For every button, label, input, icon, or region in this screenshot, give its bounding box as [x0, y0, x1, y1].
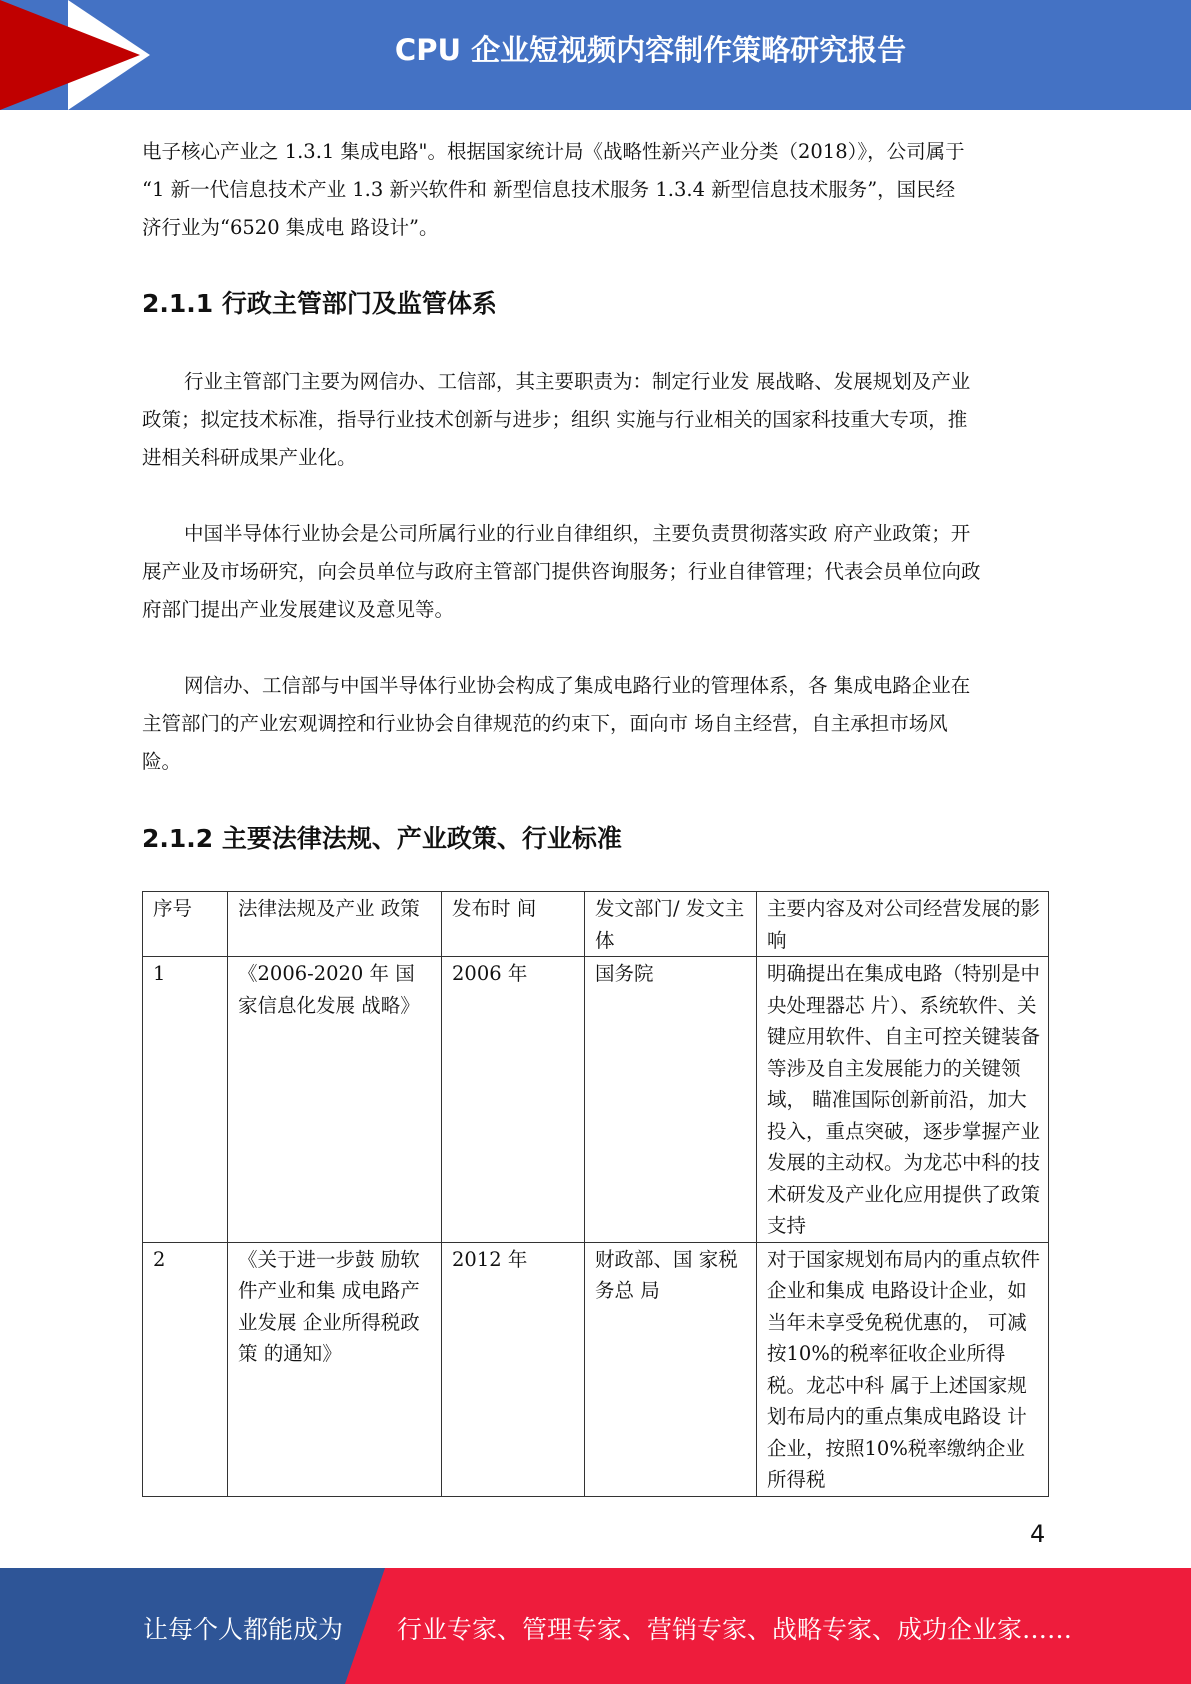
paragraph-line: 主管部门的产业宏观调控和行业协会自律规范的约束下，面向市 场自主经营，自主承担市场风 — [142, 712, 948, 735]
table-row — [143, 957, 1049, 1243]
paragraph-regulators — [142, 363, 1042, 477]
paragraph-line: 险。 — [142, 750, 182, 773]
table-cell: 1 — [143, 957, 228, 1243]
paragraph-line: 进相关科研成果产业化。 — [142, 446, 357, 469]
paragraph-line: 网信办、工信部与中国半导体行业协会构成了集成电路行业的管理体系，各 集成电路企业在 — [184, 674, 971, 697]
table-header-row — [143, 892, 1049, 957]
footer-slogan-right: 行业专家、管理专家、营销专家、战略专家、成功企业家…… — [397, 1615, 1073, 1644]
table-cell: 财政部、国 家税务总 局 — [585, 1242, 757, 1496]
paragraph-line: 政策；拟定技术标准，指导行业技术创新与进步；组织 实施与行业相关的国家科技重大专项，推 — [142, 408, 968, 431]
page-number: 4 — [1030, 1520, 1046, 1548]
paragraph-line: 中国半导体行业协会是公司所属行业的行业自律组织，主要负责贯彻落实政 府产业政策；开 — [184, 522, 971, 545]
intro-line: 济行业为“6520 集成电 路设计”。 — [142, 216, 439, 239]
table-cell: 明确提出在集成电路（特别是中央处理器芯 片）、系统软件、关键应用软件、自主可控关键装备等涉及自主发展能力的关键领域， 瞄准国际创新前沿，加大投入，重点突破，逐步掌握产业发展的主动权。为龙芯中科的技 术研发及产业化应用提供了政策支持 — [757, 957, 1049, 1243]
table-header-cell: 主要内容及对公司经营发展的影响 — [757, 892, 1049, 957]
document-title: CPU 企业短视频内容制作策略研究报告 — [394, 33, 907, 67]
table-cell: 《2006-2020 年 国家信息化发展 战略》 — [228, 957, 442, 1243]
footer-blue-slant — [345, 1568, 385, 1684]
table-row — [143, 1242, 1049, 1496]
paragraph-association — [142, 515, 1042, 629]
table-header-cell: 序号 — [143, 892, 228, 957]
paragraph-line: 展产业及市场研究，向会员单位与政府主管部门提供咨询服务；行业自律管理；代表会员单位向政 — [142, 560, 981, 583]
table-cell: 国务院 — [585, 957, 757, 1243]
intro-paragraph — [142, 133, 1042, 247]
table-cell: 2 — [143, 1242, 228, 1496]
section-heading-2-1-1: 2.1.1 行政主管部门及监管体系 — [142, 289, 497, 318]
section-heading-2-1-2: 2.1.2 主要法律法规、产业政策、行业标准 — [142, 824, 622, 853]
paragraph-line: 府部门提出产业发展建议及意见等。 — [142, 598, 455, 621]
table-header-cell: 法律法规及产业 政策 — [228, 892, 442, 957]
paragraph-management-system — [142, 667, 1042, 781]
paragraph-line: 行业主管部门主要为网信办、工信部，其主要职责为：制定行业发 展战略、发展规划及产业 — [184, 370, 971, 393]
intro-line: 电子核心产业之 1.3.1 集成电路"。根据国家统计局《战略性新兴产业分类（2018）》，公司属于 — [142, 140, 965, 163]
table-cell: 2012 年 — [442, 1242, 585, 1496]
footer-slogan-left: 让每个人都能成为 — [143, 1615, 344, 1644]
header-red-chevron — [0, 0, 140, 110]
policy-table — [142, 891, 1049, 1497]
table-cell: 对于国家规划布局内的重点软件企业和集成 电路设计企业，如当年未享受免税优惠的， 可减按10%的税率征收企业所得税。龙芯中科 属于上述国家规划布局内的重点集成电路设 计企业，按照10%税率缴纳企业所得税 — [757, 1242, 1049, 1496]
table-cell: 《关于进一步鼓 励软件产业和集 成电路产业发展 企业所得税政策 的通知》 — [228, 1242, 442, 1496]
table-cell: 2006 年 — [442, 957, 585, 1243]
table-header-cell: 发文部门/ 发文主体 — [585, 892, 757, 957]
table-header-cell: 发布时 间 — [442, 892, 585, 957]
intro-line: “1 新一代信息技术产业 1.3 新兴软件和 新型信息技术服务 1.3.4 新型信息技术服务”，国民经 — [142, 178, 956, 201]
